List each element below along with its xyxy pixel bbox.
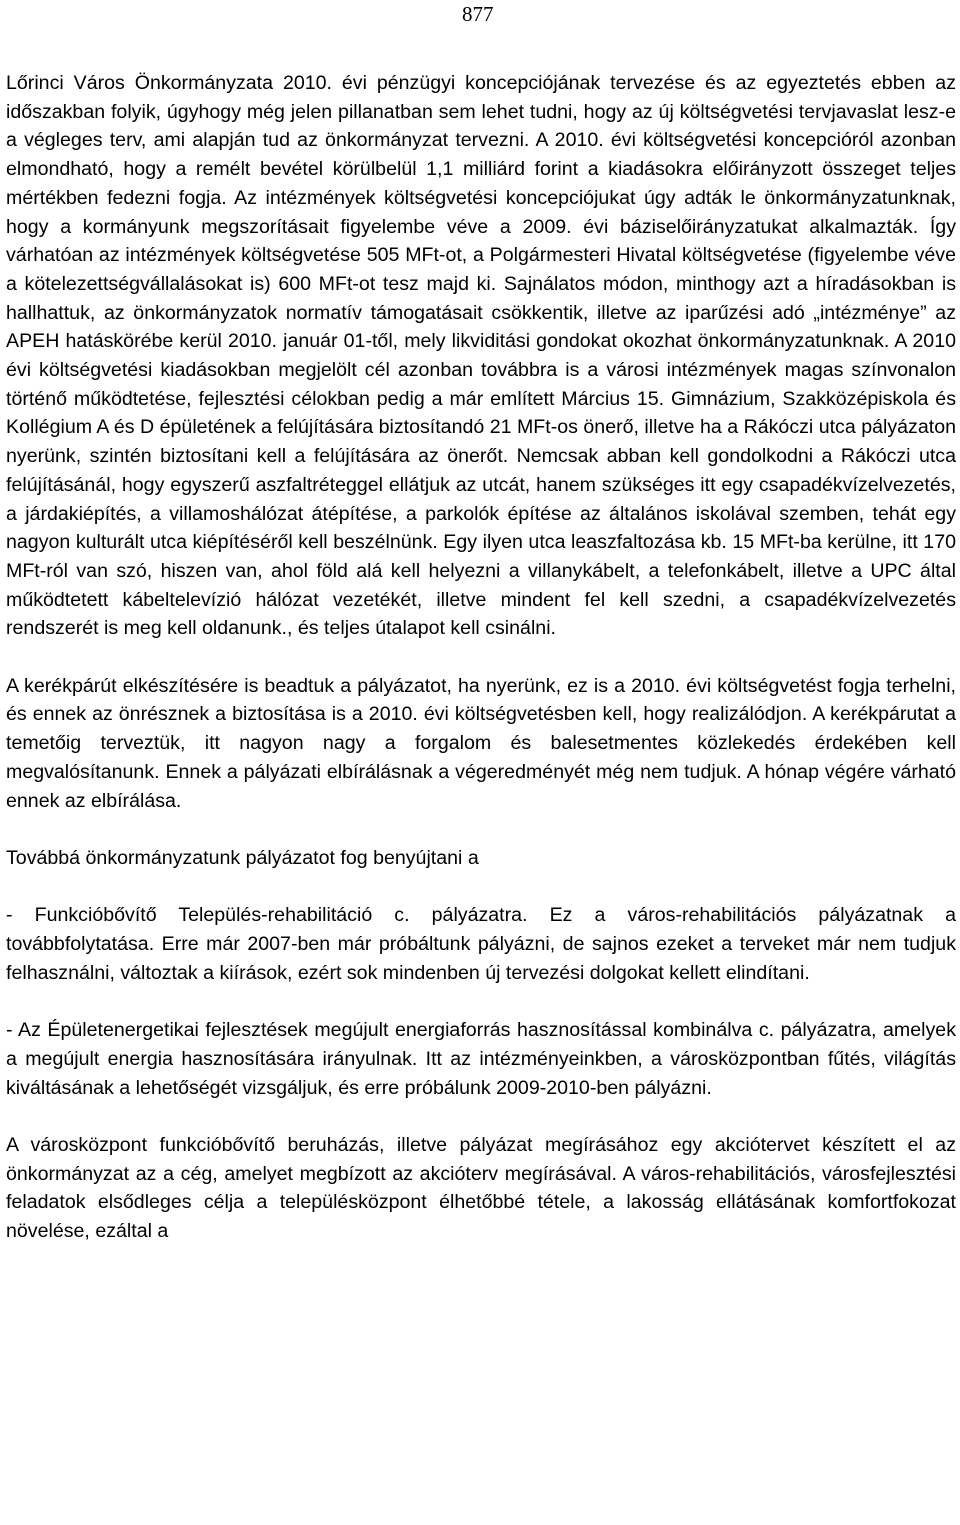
paragraph-town-rehabilitation: - Funkcióbővítő Település-rehabilitáció c. pályázatra. Ez a város-rehabilitációs pályázatnak a továbbfolytatása. Erre már 2007-ben már próbáltunk pályázni, de sajnos ezeket a terveket már nem tudjuk felhasználni, változtak a kiírások, ezért sok mindenben új tervezési dolgokat kellett elindítani.	[6, 904, 956, 984]
paragraph-bicycle-path: A kerékpárút elkészítésére is beadtuk a pályázatot, ha nyerünk, ez is a 2010. évi költségvetést fogja terhelni, és ennek az önrésznek a biztosítása is a 2010. évi költségvetésben kell, hogy realizálódjon. A kerékpárutat a temetőig terveztük, itt nagyon nagy a forgalom és balesetmentes közlekedés érdekében kell megvalósítanunk. Ennek a pályázati elbírálásnak a végeredményét még nem tudjuk. A hónap végére várható ennek az elbírálása.	[6, 674, 956, 812]
page-number: 877	[462, 2, 494, 26]
paragraph-tender-intro: Továbbá önkormányzatunk pályázatot fog benyújtani a	[6, 846, 479, 869]
document-body	[6, 69, 956, 1246]
paragraph-town-centre: A városközpont funkcióbővítő beruházás, illetve pályázat megírásához egy akciótervet készített el az önkormányzat az a cég, amelyet megbízott az akcióterv megírásával. A város-rehabilitációs, városfejlesztési feladatok elsődleges célja a településközpont élhetőbbé tétele, a lakosság ellátásának komfortfokozat növelése, ezáltal a	[6, 1133, 956, 1243]
paragraph-budget-concept: Lőrinci Város Önkormányzata 2010. évi pénzügyi koncepciójának tervezése és az egyeztetés ebben az időszakban folyik, úgyhogy még jelen pillanatban sem lehet tudni, hogy az új költségvetési tervjavaslat lesz-e a végleges terv, ami alapján tud az önkormányzat tervezni. A 2010. évi költségvetési koncepcióról azonban elmondható, hogy a remélt bevétel körülbelül 1,1 milliárd forint a kiadásokra előirányzott összeget teljes mértékben fedezni fogja. Az intézmények költségvetési koncepciójukat úgy adták le önkormányzatunknak, hogy a kormányunk megszorításait figyelembe véve a 2009. évi báziselőirányzatukat alkalmazták. Így várhatóan az intézmények költségvetése 505 MFt-ot, a Polgármesteri Hivatal költségvetése (figyelembe véve a kötelezettségvállalásokat is) 600 MFt-ot tesz majd ki. Sajnálatos módon, minthogy azt a híradásokban is hallhattuk, az önkormányzatok normatív támogatásait csökkentik, illetve az iparűzési adó „intézménye” az APEH hatáskörébe kerül 2010. január 01-től, mely likviditási gondokat okozhat önkormányzatunknak. A 2010 évi költségvetési kiadásokban megjelölt cél azonban továbbra is a városi intézmények magas színvonalon történő működtetése, fejlesztési célokban pedig a már említett Március 15. Gimnázium, Szakközépiskola és Kollégium A és D épületének a felújítására biztosítandó 21 MFt-os önerő, illetve ha a Rákóczi utca pályázaton nyerünk, szintén biztosítani kell a felújítására az önerőt. Nemcsak abban kell gondolkodni a Rákóczi utca felújításánál, hogy egyszerű aszfaltréteggel ellátjuk az utcát, hanem szükséges itt egy csapadékvízelvezetés, a járdakiépítés, a villamoshálózat átépítése, a parkolók építése az általános iskolával szemben, tehát egy nagyon kulturált utca kiépítéséről kell beszélnünk. Egy ilyen utca leaszfaltozása kb. 15 MFt-ba kerülne, itt 170 MFt-ról van szó, hiszen van, ahol föld alá kell helyezni a villanykábelt, a telefonkábelt, illetve a UPC által működtetett kábeltelevízió hálózat vezetékét, illetve mindent fel kell szedni, a csapadékvízelvezetés rendszerét is meg kell oldanunk., és teljes útalapot kell csinálni.	[6, 72, 956, 640]
paragraph-building-energy: - Az Épületenergetikai fejlesztések megújult energiaforrás hasznosítással kombinálva c. pályázatra, amelyek a megújult energia hasznosítására irányulnak. Itt az intézményeinkben, a városközpontban fűtés, világítás kiváltásának a lehetőségét vizsgáljuk, és erre próbálunk 2009-2010-ben pályázni.	[6, 1019, 956, 1099]
